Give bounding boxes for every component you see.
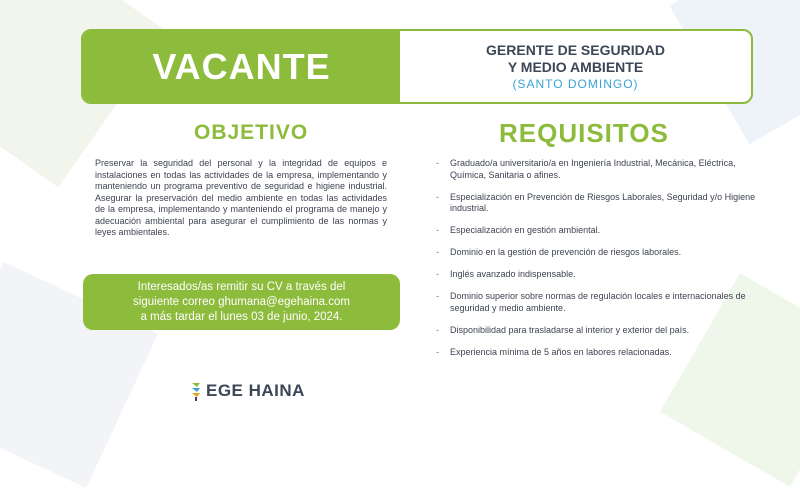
objective-text: Preservar la seguridad del personal y la integridad de equipos e instalaciones en todas las actividades de la empresa, implementando y manteniendo un programa preventivo de seguridad e higiene industrial. Asegurar la preservación del medio ambiente en todas las actividades de la empresa, implementando y manteniendo el programa de manejo y adecuación ambiental para asegurar el cumplimiento de las normas y leyes ambientales. [95,158,387,237]
requirement-text: Graduado/a universitario/a en Ingeniería Industrial, Mecánica, Eléctrica, Química, Sanitaria o afines. [450,158,736,180]
requirement-item [436,158,766,181]
contact-line-2: siguiente correo ghumana@egehaina.com [133,295,350,308]
requirement-item [436,291,766,314]
job-title-line-1: GERENTE DE SEGURIDAD [486,41,665,58]
company-logo [190,381,305,401]
requirements-list [436,158,766,369]
bullet-dash: - [436,158,439,168]
contact-line-1: Interesados/as remitir su CV a través del [137,280,346,293]
job-location: (SANTO DOMINGO) [512,76,639,91]
vacancy-label-panel [83,31,400,102]
contact-box [83,274,400,330]
requirement-text: Dominio en la gestión de prevención de riesgos laborales. [450,247,682,257]
requirement-item [436,192,766,215]
requirement-item [436,247,766,259]
requirement-text: Inglés avanzado indispensable. [450,269,576,279]
contact-line-3: a más tardar el lunes 03 de junio, 2024. [140,310,343,323]
vacancy-label: VACANTE [152,45,331,87]
requirement-text: Experiencia mínima de 5 años en labores relacionadas. [450,346,672,357]
job-title-line-2: Y MEDIO AMBIENTE [507,58,644,75]
bullet-dash: - [436,225,439,235]
requirement-text: Dominio superior sobre normas de regulación locales e internacionales de seguridad y medio ambiente. [450,291,746,313]
bullet-dash: - [436,247,439,257]
bullet-dash: - [436,291,439,301]
objective-heading: OBJETIVO [194,121,309,144]
logo-text: EGE HAINA [206,381,305,400]
bullet-dash: - [436,191,439,202]
vacancy-banner [81,29,753,104]
requirement-item [436,269,766,281]
ege-haina-logo-icon [190,381,202,401]
bullet-dash: - [436,324,439,335]
requirement-text: Especialización en Prevención de Riesgos Laborales, Seguridad y/o Higiene industrial. [450,191,756,213]
requirement-item [436,325,766,337]
requirement-text: Especialización en gestión ambiental. [450,225,601,235]
requirement-text: Disponibilidad para trasladarse al interior y exterior del país. [450,324,690,335]
bullet-dash: - [436,346,439,357]
requirement-item [436,347,766,359]
requirement-item [436,225,766,237]
requirements-heading: REQUISITOS [499,118,669,148]
bullet-dash: - [436,269,439,279]
job-title-panel [400,31,751,102]
